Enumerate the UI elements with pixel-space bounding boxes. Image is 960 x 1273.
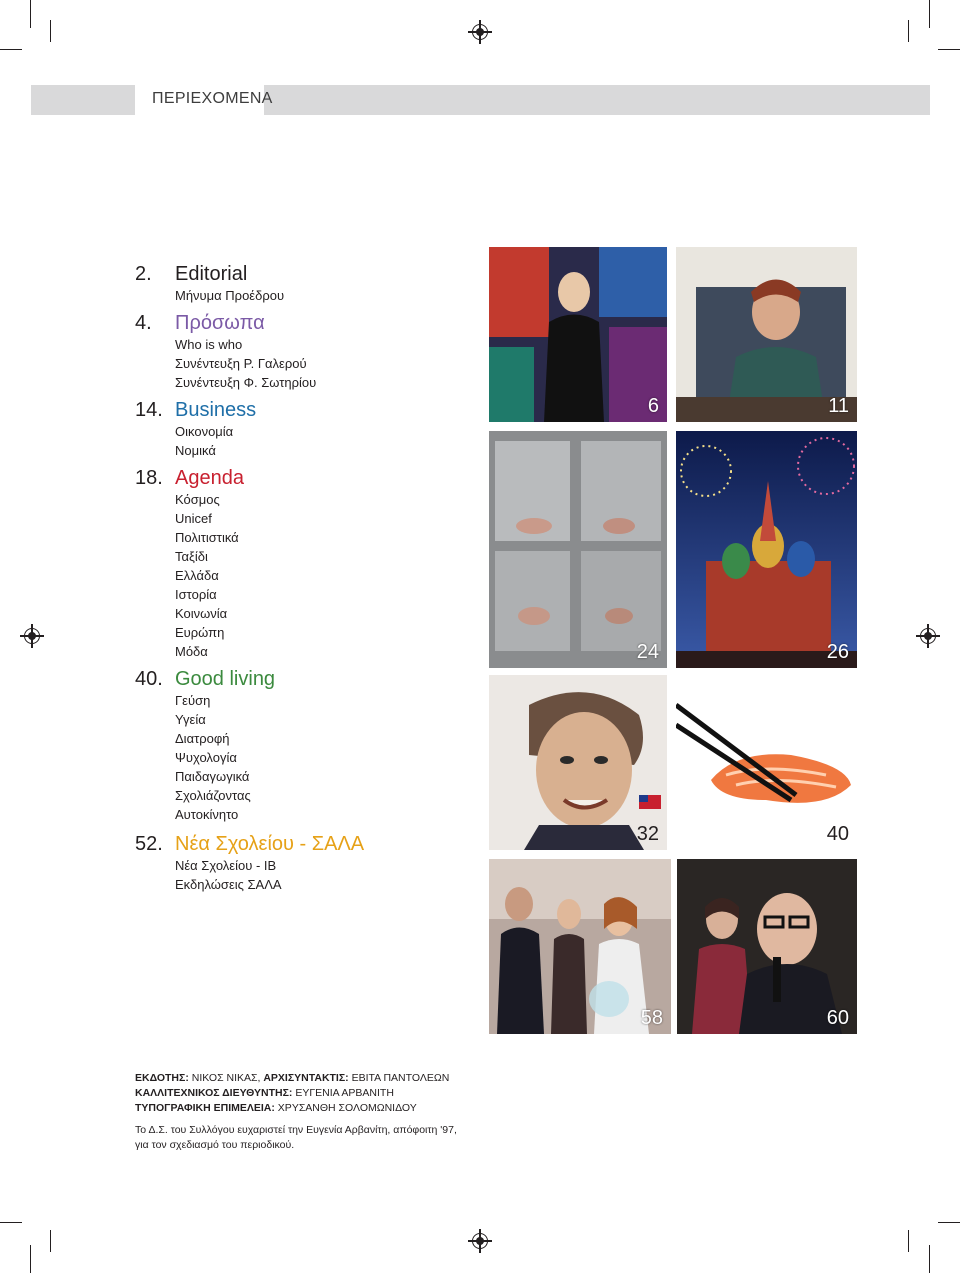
toc-section[interactable] xyxy=(135,466,465,490)
toc-section[interactable] xyxy=(135,311,465,335)
crop-mark xyxy=(908,1230,909,1252)
toc-section[interactable] xyxy=(135,667,465,691)
crop-mark xyxy=(50,20,51,42)
toc-subitem[interactable]: Αυτοκίνητο xyxy=(175,807,239,822)
toc-subitem[interactable]: Ψυχολογία xyxy=(175,750,237,765)
page-number: 26 xyxy=(826,641,849,663)
colophon-value: ΕΒΙΤΑ ΠΑΝΤΟΛΕΩΝ xyxy=(348,1072,450,1084)
toc-section-title: Good living xyxy=(175,668,276,690)
header-band-left xyxy=(31,85,135,115)
page-number: 11 xyxy=(828,395,849,417)
registration-mark-icon xyxy=(472,24,488,40)
page-number: 24 xyxy=(636,641,659,663)
toc-subitem[interactable]: Γεύση xyxy=(175,693,211,708)
crop-mark xyxy=(929,1245,930,1273)
header-band-right xyxy=(264,85,930,115)
toc-section[interactable] xyxy=(135,398,465,422)
toc-section[interactable] xyxy=(135,832,465,856)
photo-page-60 xyxy=(677,859,857,1034)
colophon-label: ΚΑΛΛΙΤΕΧΝΙΚΟΣ ΔΙΕΥΘΥΝΤΗΣ: xyxy=(135,1087,293,1099)
crop-mark xyxy=(938,49,960,50)
crop-mark xyxy=(50,1230,51,1252)
toc-subitem[interactable]: Σχολιάζοντας xyxy=(175,788,251,803)
colophon-line xyxy=(135,1101,449,1116)
colophon-value: ΧΡΥΣΑΝΘΗ ΣΟΛΟΜΩΝΙΔΟΥ xyxy=(274,1102,417,1114)
crop-mark xyxy=(908,20,909,42)
toc-subitem[interactable]: Νομικά xyxy=(175,443,216,458)
toc-page-number: 2. xyxy=(135,263,152,285)
acknowledgement-line: Το Δ.Σ. του Συλλόγου ευχαριστεί την Ευγενία Αρβανίτη, απόφοιτη '97, xyxy=(135,1124,457,1136)
toc-subitem[interactable]: Υγεία xyxy=(175,712,206,727)
toc-page-number: 4. xyxy=(135,312,152,334)
colophon-value: ΕΥΓΕΝΙΑ ΑΡΒΑΝΙΤΗ xyxy=(292,1087,394,1099)
toc-subitem[interactable]: Unicef xyxy=(175,511,212,526)
colophon xyxy=(135,1071,449,1116)
registration-mark-icon xyxy=(472,1233,488,1249)
toc-subitem[interactable]: Ελλάδα xyxy=(175,568,219,583)
toc-subitem[interactable]: Συνέντευξη Φ. Σωτηρίου xyxy=(175,375,317,390)
toc-page-number: 18. xyxy=(135,467,163,489)
toc-subitem[interactable]: Νέα Σχολείου - IB xyxy=(175,858,277,873)
toc-subitem[interactable]: Μήνυμα Προέδρου xyxy=(175,288,285,303)
toc-section-title: Νέα Σχολείου - ΣΑΛΑ xyxy=(175,833,365,855)
registration-mark-icon xyxy=(24,628,40,644)
toc-section-title: Editorial xyxy=(175,263,248,285)
toc-page-number: 52. xyxy=(135,833,163,855)
colophon-label: ΑΡΧΙΣΥΝΤΑΚΤΙΣ: xyxy=(263,1072,349,1084)
acknowledgement xyxy=(135,1123,457,1153)
page-number: 32 xyxy=(636,823,659,845)
photo-page-32 xyxy=(489,675,667,850)
toc-subitem[interactable]: Συνέντευξη Ρ. Γαλερού xyxy=(175,356,307,371)
page-number: 60 xyxy=(826,1007,849,1029)
toc-section-title: Πρόσωπα xyxy=(175,312,265,334)
page-number: 58 xyxy=(640,1007,663,1029)
toc-section-title: Business xyxy=(175,399,257,421)
crop-mark xyxy=(938,1222,960,1223)
toc-subitem[interactable]: Οικονομία xyxy=(175,424,234,439)
table-of-contents xyxy=(135,262,465,894)
photo-page-58 xyxy=(489,859,671,1034)
toc-subitem[interactable]: Κοινωνία xyxy=(175,606,228,621)
crop-mark xyxy=(929,0,930,28)
page-number: 6 xyxy=(647,395,659,417)
toc-subitem[interactable]: Ευρώπη xyxy=(175,625,225,640)
page-title: ΠΕΡΙΕΧΟΜΕΝΑ xyxy=(152,90,273,107)
toc-section-title: Agenda xyxy=(175,467,244,489)
toc-subitem[interactable]: Εκδηλώσεις ΣΑΛΑ xyxy=(175,877,282,892)
toc-page-number: 40. xyxy=(135,668,163,690)
toc-page-number: 14. xyxy=(135,399,163,421)
photo-page-11 xyxy=(676,247,857,422)
page-number: 40 xyxy=(826,823,849,845)
toc-subitem[interactable]: Ιστορία xyxy=(175,587,217,602)
photo-page-6 xyxy=(489,247,667,422)
photo-page-26 xyxy=(676,431,857,668)
toc-subitem[interactable]: Παιδαγωγικά xyxy=(175,769,250,784)
crop-mark xyxy=(0,49,22,50)
colophon-label: ΤΥΠΟΓΡΑΦΙΚΗ ΕΠΙΜΕΛΕΙΑ: xyxy=(135,1102,275,1114)
registration-mark-icon xyxy=(920,628,936,644)
photo-page-40 xyxy=(676,675,857,850)
toc-section[interactable] xyxy=(135,262,465,286)
toc-subitem[interactable]: Who is who xyxy=(175,337,243,352)
colophon-label: ΕΚΔΟΤΗΣ: xyxy=(135,1072,189,1084)
crop-mark xyxy=(0,1222,22,1223)
crop-mark xyxy=(30,1245,31,1273)
photo-page-24 xyxy=(489,431,667,668)
colophon-line xyxy=(135,1086,449,1101)
colophon-line xyxy=(135,1071,449,1086)
toc-subitem[interactable]: Διατροφή xyxy=(175,731,230,746)
colophon-value: ΝΙΚΟΣ ΝΙΚΑΣ, xyxy=(188,1072,264,1084)
toc-subitem[interactable]: Κόσμος xyxy=(175,492,220,507)
acknowledgement-line: για τον σχεδιασμό του περιοδικού. xyxy=(135,1139,295,1151)
toc-subitem[interactable]: Μόδα xyxy=(175,644,208,659)
toc-subitem[interactable]: Πολιτιστικά xyxy=(175,530,239,545)
crop-mark xyxy=(30,0,31,28)
toc-subitem[interactable]: Ταξίδι xyxy=(175,549,208,564)
